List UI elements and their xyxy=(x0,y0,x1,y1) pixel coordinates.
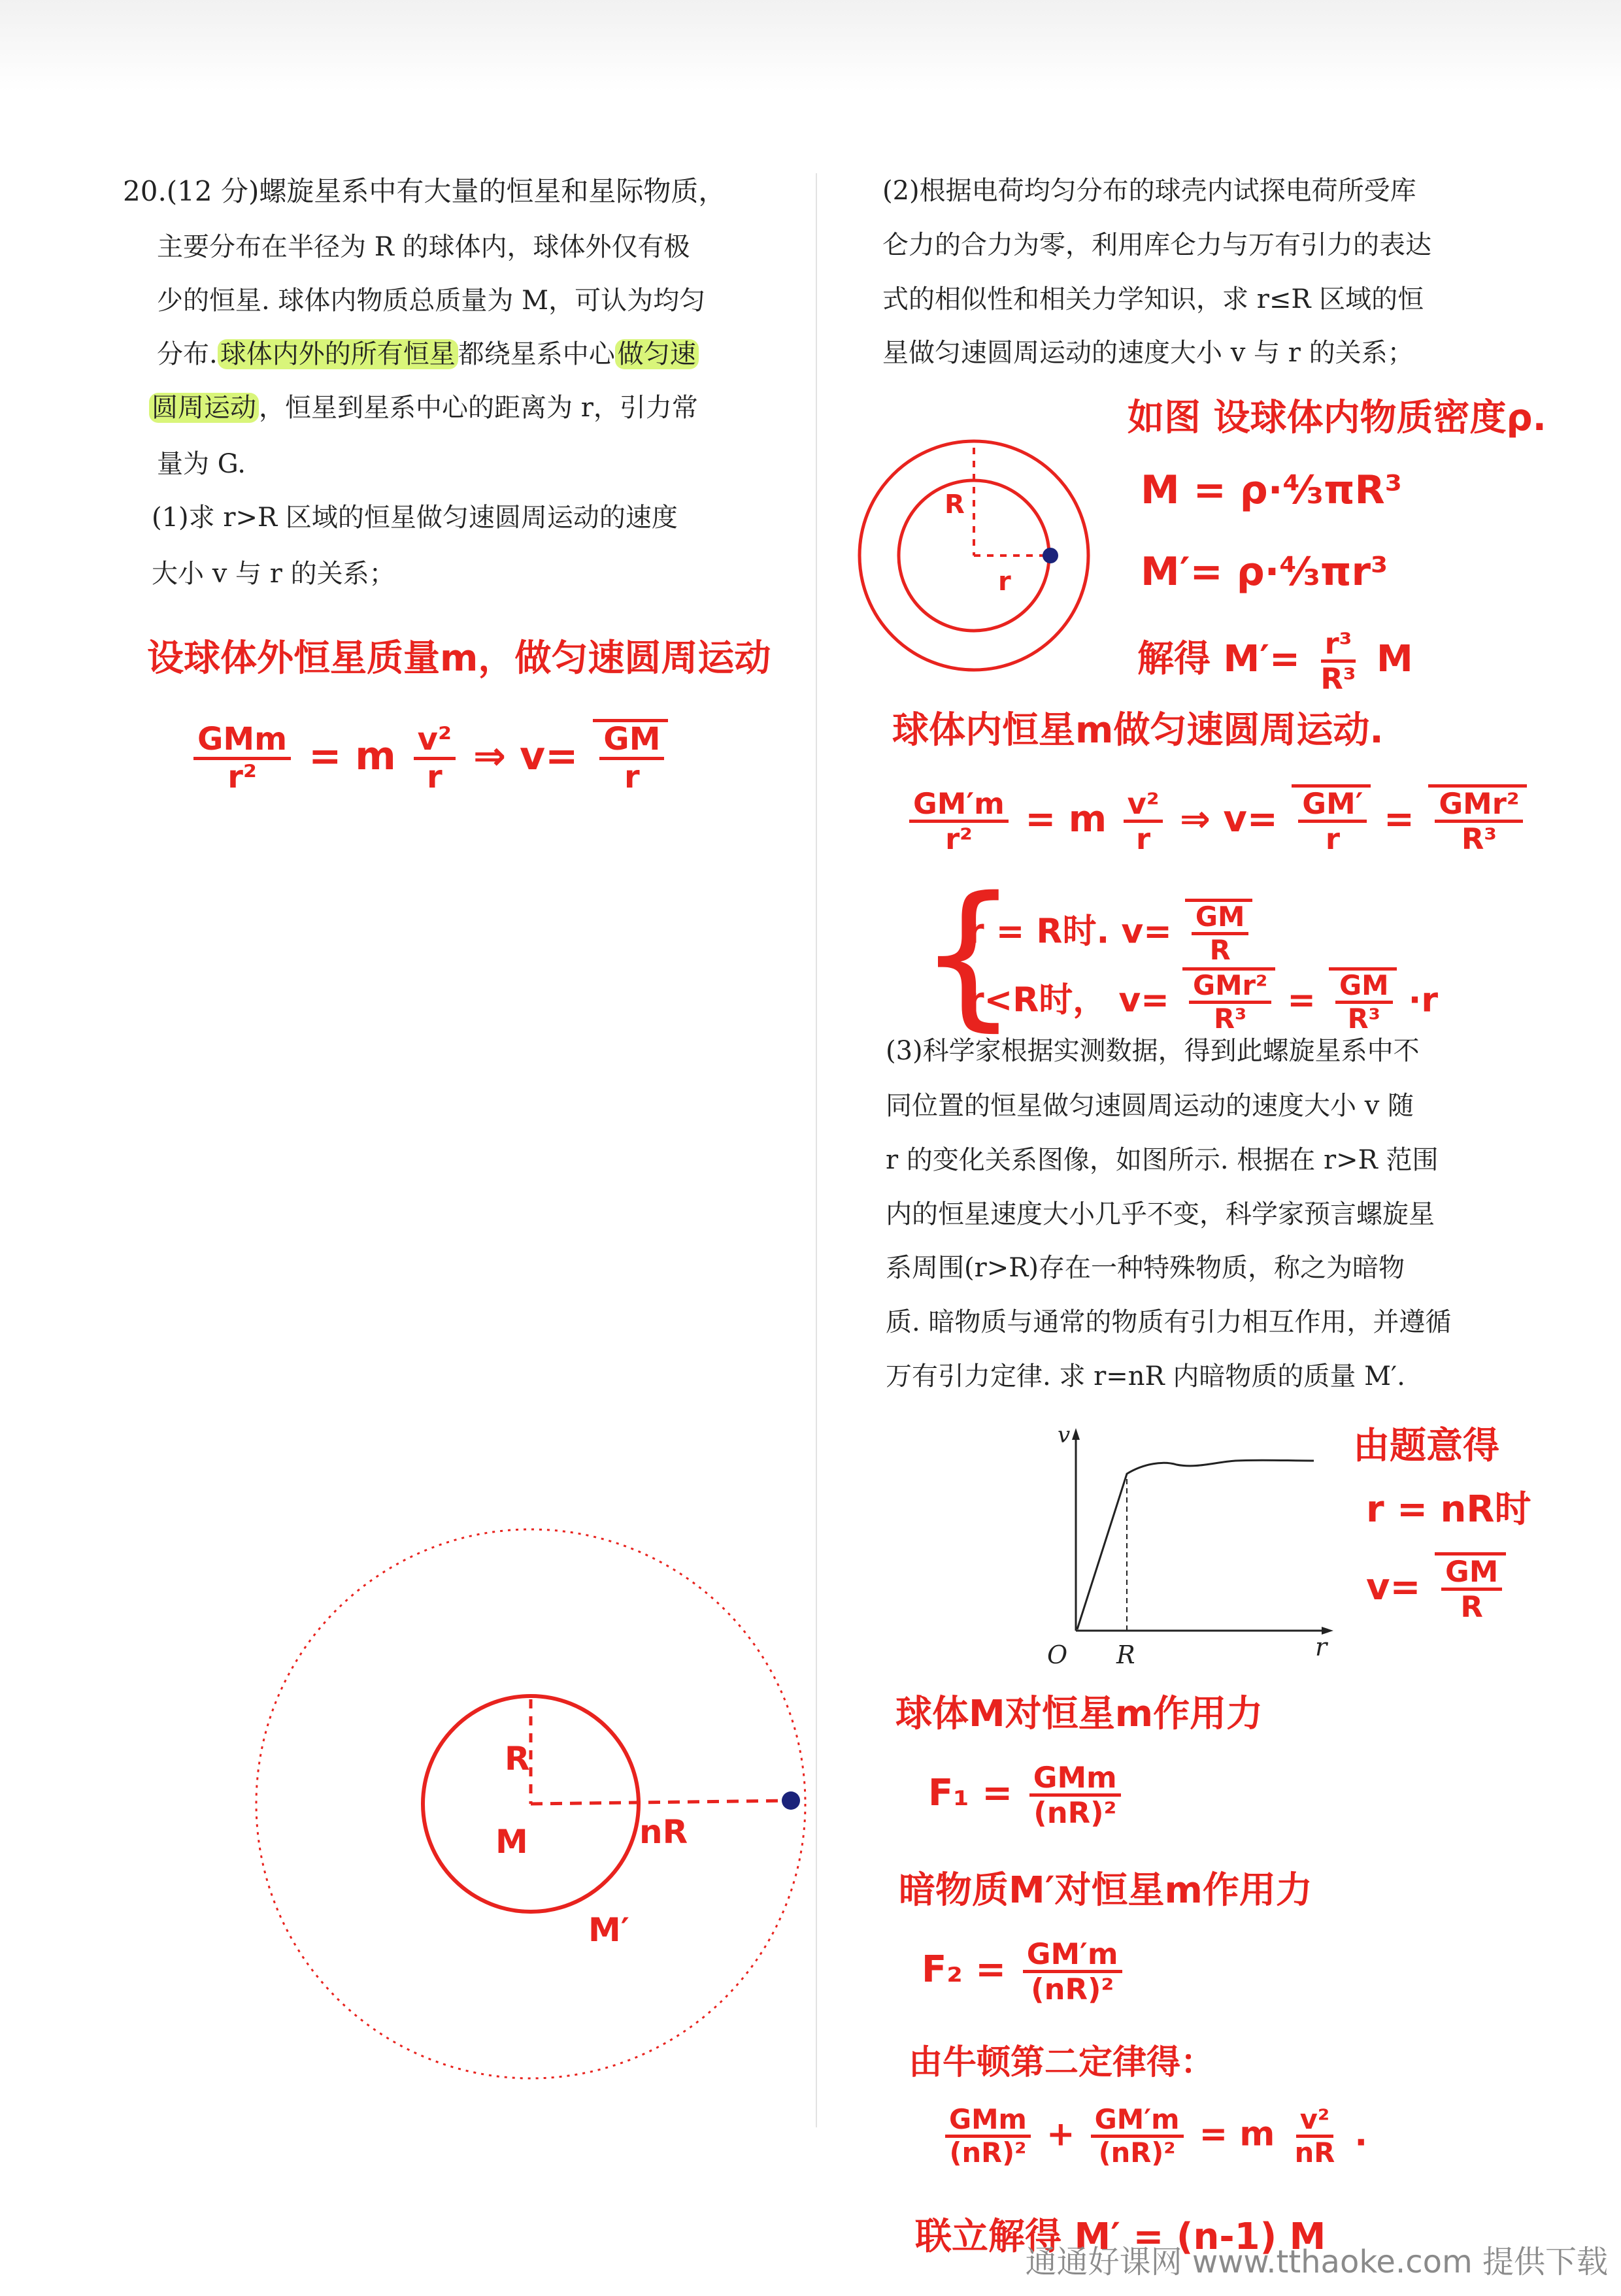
s2-sqrt2-frac xyxy=(1435,788,1523,856)
s2-sqrt1-den: r xyxy=(1325,822,1340,857)
s1-frac-gmm xyxy=(193,722,291,795)
radius-nR-line xyxy=(531,1801,790,1804)
problem-header xyxy=(123,175,726,207)
c1-label-Mp: M′ xyxy=(588,1911,629,1949)
part3-line-7: 万有引力定律. 求 r=nR 内暗物质的质量 M′. xyxy=(886,1361,1405,1391)
graph-origin: O xyxy=(1047,1640,1068,1669)
case2-sqrt-2 xyxy=(1329,967,1397,1034)
scan-shadow xyxy=(0,0,1621,92)
q-line-3: 少的恒星. 球体内物质总质量为 M，可认为均匀 xyxy=(157,286,706,316)
star-dot xyxy=(782,1791,800,1810)
case1-den: R xyxy=(1209,933,1231,966)
case2-sqrt-1 xyxy=(1182,967,1275,1034)
s1-sqrt-den: r xyxy=(624,758,640,795)
c2-label-r: r xyxy=(998,567,1011,597)
q-line-4 xyxy=(157,341,699,367)
s1-fracv-num: v² xyxy=(414,722,456,760)
v-r-graph xyxy=(1039,1422,1340,1676)
s1-sqrt-num: GM xyxy=(599,722,664,760)
problem-points: (12 分) xyxy=(166,175,259,207)
case2-frac-1 xyxy=(1189,971,1271,1034)
inner-diagram xyxy=(853,435,1101,683)
s3-given-3 xyxy=(1366,1552,1506,1623)
s3-f1-num: GMm xyxy=(1029,1761,1121,1797)
problem-number: 20. xyxy=(123,175,167,207)
s3-given-num: GM xyxy=(1441,1556,1502,1591)
s2-sqrt-1 xyxy=(1292,784,1371,856)
s1-sqrt-frac xyxy=(599,722,664,795)
s3-given-frac xyxy=(1441,1556,1502,1623)
s3-sum-plus: + xyxy=(1046,2114,1075,2154)
highlight-circular-motion: 圆周运动 xyxy=(149,393,259,423)
part2-line-3: 式的相似性和相关力学知识，求 r≤R 区域的恒 xyxy=(882,284,1424,314)
s3-f2-num: GM′m xyxy=(1023,1938,1122,1973)
q-line-4-mid: 都绕星系中心 xyxy=(458,339,615,369)
q-line-4-text: 分布. xyxy=(157,339,218,369)
part3-line-2: 同位置的恒星做匀速圆周运动的速度大小 v 随 xyxy=(886,1091,1414,1121)
case2-suffix: ·r xyxy=(1408,980,1439,1020)
s2-title: 如图 设球体内物质密度ρ. xyxy=(1128,397,1546,439)
s2-sqrt2-num: GMr² xyxy=(1435,788,1523,823)
s2-solve-prefix: 解得 M′= xyxy=(1137,637,1300,680)
s2-sqrt-2 xyxy=(1428,784,1527,856)
s3-f2-prefix: F₂ = xyxy=(922,1948,1007,1991)
s1-sqrt xyxy=(593,719,668,795)
s3-sum-b-den: (nR)² xyxy=(1098,2136,1176,2169)
s3-f2-frac xyxy=(1023,1938,1122,2006)
s1-eq-mid: = m xyxy=(309,733,396,779)
s3-f1-frac xyxy=(1029,1761,1121,1829)
case2-den2: R³ xyxy=(1347,1002,1380,1035)
c1-label-nR: nR xyxy=(639,1813,688,1851)
s3-newton: 由牛顿第二定律得： xyxy=(909,2043,1215,2082)
q-line-2: 主要分布在半径为 R 的球体内，球体外仅有极 xyxy=(157,232,690,262)
highlight-all-stars: 球体内外的所有恒星 xyxy=(218,339,458,369)
graph-R-tick: R xyxy=(1116,1640,1135,1669)
case-2 xyxy=(967,967,1438,1034)
s2-frac-gmm xyxy=(909,788,1009,856)
s2-sqrt1-num: GM′ xyxy=(1298,788,1367,823)
q-line-1: 螺旋星系中有大量的恒星和星际物质， xyxy=(259,175,726,207)
s3-given-den: R xyxy=(1460,1589,1483,1625)
s1-fracv-den: r xyxy=(426,758,443,795)
s2-solve-frac xyxy=(1316,627,1360,695)
part1-line-2: 大小 v 与 r 的关系； xyxy=(152,559,395,589)
watermark: 通通好课网 www.tthaoke.com 提供下载 xyxy=(1025,2244,1608,2280)
highlight-uniform: 做匀速 xyxy=(615,339,699,369)
s3-sum-a-num: GMm xyxy=(945,2105,1031,2138)
s2-solve-suffix: M xyxy=(1377,637,1413,680)
s3-sum-c-num: v² xyxy=(1296,2105,1333,2138)
s1-frac-v xyxy=(414,722,456,795)
c1-label-M: M xyxy=(495,1823,528,1861)
s2-m: M = ρ·⁴⁄₃πR³ xyxy=(1141,467,1403,513)
s1-equation xyxy=(190,719,668,795)
case1-prefix: r = R时. v= xyxy=(967,912,1172,952)
s3-given-sqrt xyxy=(1435,1552,1506,1623)
graph-r-label: r xyxy=(1315,1633,1328,1661)
s3-sum-frac-b xyxy=(1091,2105,1184,2168)
s3-f1-prefix: F₁ = xyxy=(928,1771,1013,1814)
s3-result: 联立解得 M′ = (n-1) M xyxy=(915,2216,1326,2258)
s2-eq-mid: = m xyxy=(1025,797,1107,840)
s2-frac-den: r² xyxy=(945,822,973,857)
case2-frac-2 xyxy=(1335,971,1393,1034)
s2-mp: M′= ρ·⁴⁄₃πr³ xyxy=(1141,549,1388,595)
case1-sqrt xyxy=(1185,899,1253,965)
part2-line-2: 仑力的合力为零，利用库仑力与万有引力的表达 xyxy=(882,230,1431,260)
s3-f1-den: (nR)² xyxy=(1033,1795,1117,1831)
q-line-5-rest: ，恒星到星系中心的距离为 r，引力常 xyxy=(259,393,698,423)
c1-label-R: R xyxy=(505,1740,530,1778)
s3-f2-den: (nR)² xyxy=(1031,1972,1114,2007)
velocity-curve xyxy=(1077,1460,1314,1629)
s3-sum-frac-a xyxy=(945,2105,1031,2168)
case1-frac xyxy=(1192,902,1249,965)
s3-f1 xyxy=(928,1761,1125,1829)
s3-sum-end: . xyxy=(1354,2114,1368,2154)
s2-line: 球体内恒星m做匀速圆周运动. xyxy=(892,709,1384,752)
s2-solve-den: R³ xyxy=(1320,661,1356,697)
s3-sum-frac-c xyxy=(1291,2105,1339,2168)
s3-given-3-prefix: v= xyxy=(1366,1565,1421,1608)
s3-sum xyxy=(941,2105,1367,2168)
s2-sqrt2-den: R³ xyxy=(1461,822,1497,857)
part3-line-4: 内的恒星速度大小几乎不变，科学家预言螺旋星 xyxy=(886,1199,1435,1229)
s2-fracv-num: v² xyxy=(1124,788,1163,823)
s2-eq-eq: = xyxy=(1383,797,1414,840)
s3-sum-c-den: nR xyxy=(1294,2136,1335,2169)
s2-frac-v xyxy=(1124,788,1163,856)
v-axis-arrow xyxy=(1072,1428,1080,1440)
s3-sum-a-den: (nR)² xyxy=(949,2136,1027,2169)
s2-solve-num: r³ xyxy=(1321,627,1356,663)
part3-line-1: (3)科学家根据实测数据，得到此螺旋星系中不 xyxy=(886,1036,1420,1066)
s1-title: 设球体外恒星质量m，做匀速圆周运动 xyxy=(147,637,771,680)
s3-f1-title: 球体M对恒星m作用力 xyxy=(895,1693,1263,1735)
case2-num2: GM xyxy=(1335,971,1393,1004)
s3-sum-eq: = m xyxy=(1199,2114,1275,2154)
s2-frac-num: GM′m xyxy=(909,788,1009,823)
part2-line-4: 星做匀速圆周运动的速度大小 v 与 r 的关系； xyxy=(882,338,1414,368)
inner-star-dot xyxy=(1043,548,1058,563)
case-1 xyxy=(967,899,1252,965)
c2-label-R: R xyxy=(944,490,965,520)
s2-fracv-den: r xyxy=(1135,822,1151,857)
part2-line-1: (2)根据电荷均匀分布的球壳内试探电荷所受库 xyxy=(882,176,1416,206)
case1-num: GM xyxy=(1192,902,1249,935)
graph-v-label: v xyxy=(1058,1422,1071,1448)
cases-brace: { xyxy=(918,863,1018,1046)
part1-line-1: (1)求 r>R 区域的恒星做匀速圆周运动的速度 xyxy=(152,503,678,533)
halo-diagram xyxy=(248,1523,811,2098)
s3-sum-b-num: GM′m xyxy=(1091,2105,1184,2138)
s3-given-1: 由题意得 xyxy=(1353,1425,1499,1467)
part3-line-6: 质. 暗物质与通常的物质有引力相互作用，并遵循 xyxy=(886,1307,1452,1337)
q-line-6: 量为 G. xyxy=(157,449,246,479)
part3-line-3: r 的变化关系图像，如图所示. 根据在 r>R 范围 xyxy=(886,1145,1439,1175)
s2-equation xyxy=(905,784,1527,856)
case2-num: GMr² xyxy=(1189,971,1271,1004)
s1-eq-arrow: ⇒ v= xyxy=(473,733,578,779)
part3-line-5: 系周围(r>R)存在一种特殊物质，称之为暗物 xyxy=(886,1253,1405,1283)
q-line-5 xyxy=(149,395,698,421)
s1-frac-den: r² xyxy=(227,758,257,795)
s1-frac-num: GMm xyxy=(193,722,291,760)
case2-den: R³ xyxy=(1213,1002,1247,1035)
column-divider xyxy=(816,173,817,2127)
case2-eq: = xyxy=(1287,980,1316,1020)
s3-f2 xyxy=(922,1938,1126,2006)
case2-prefix: r<R时， v= xyxy=(967,980,1169,1020)
s2-eq-arrow: ⇒ v= xyxy=(1179,797,1278,840)
s2-solve xyxy=(1137,627,1413,695)
s3-given-2: r = nR时 xyxy=(1366,1488,1531,1531)
s3-f2-title: 暗物质M′对恒星m作用力 xyxy=(899,1869,1312,1912)
s2-sqrt1-frac xyxy=(1298,788,1367,856)
